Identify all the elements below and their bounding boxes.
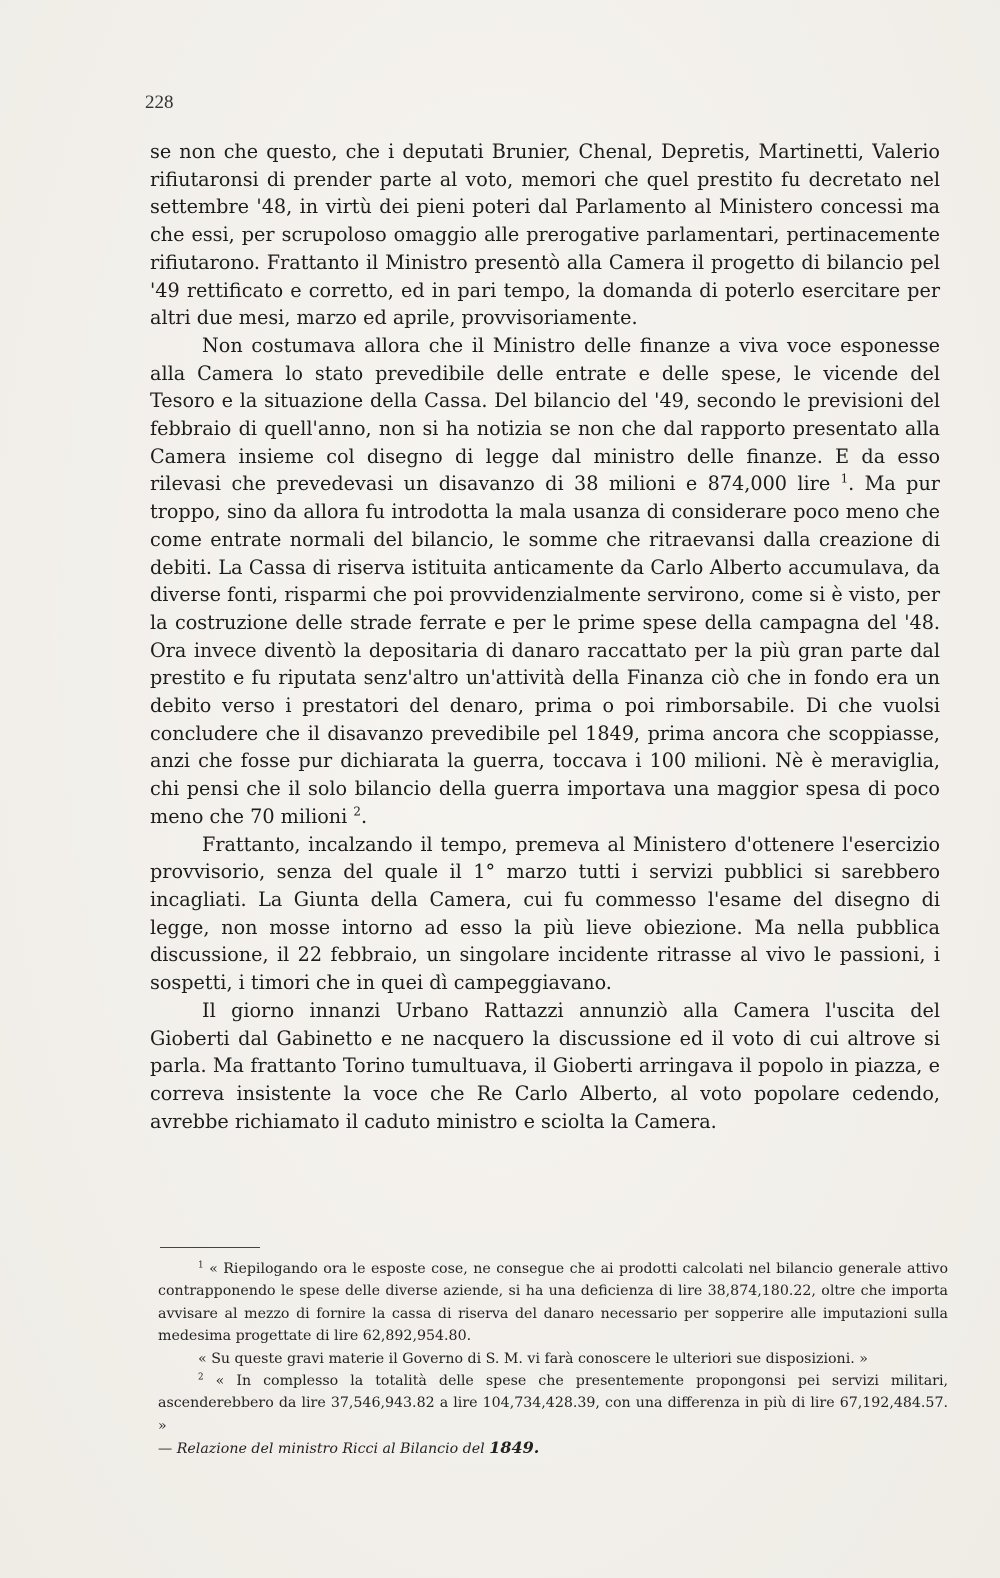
footnote-source — [158, 1437, 948, 1460]
footnote-1-text: « Riepilogando ora le esposte cose, ne consegue che ai prodotti calcolati nel bilancio generale attivo contrapponendo le spese delle diverse aziende, si ha una deficienza di lire 38,874,180.22, oltre che importa avvisare al mezzo di fornire la cassa di riserva del danaro necessario per sopperire alle imputazioni sulla medesima progettate di lire 62,892,954.80. — [158, 1261, 948, 1345]
footnote-1-cont-text: « Su queste gravi materie il Governo di S. M. vi farà conoscere le ulteriori sue disposizioni. » — [198, 1350, 868, 1367]
footnote-2-text: « In complesso la totalità delle spese che presentemente propongonsi pei servizi militari, ascenderebbero da lire 37,546,943.82 a lire 104,734,428.39, con una differenza in più di lire 67,192,484.57. » — [158, 1373, 948, 1434]
source-year: 1849. — [489, 1438, 540, 1458]
footnote-1 — [158, 1258, 948, 1348]
paragraph-2 — [150, 332, 940, 831]
paragraph-4 — [150, 997, 940, 1136]
main-text — [150, 138, 940, 1135]
paragraph-1 — [150, 138, 940, 332]
footnote-ref-2[interactable]: 2 — [353, 804, 361, 819]
paragraph-3 — [150, 831, 940, 997]
footnote-divider — [160, 1247, 260, 1248]
footnote-marker-2: 2 — [198, 1372, 204, 1383]
footnote-marker-1: 1 — [198, 1260, 204, 1271]
page-number: 228 — [145, 92, 174, 113]
text-segment: se non che questo, che i deputati Brunier, Chenal, Depretis, Martinetti, Valerio rifiutaronsi di prender parte al voto, memori che quel prestito fu decretato nel settembre '48, in virtù dei pieni poteri dal Parlamento al Ministero concessi ma che essi, per scrupoloso omaggio alle prerogative parlamentari, pertinacemente rifiutarono. Frattanto il Ministro presentò alla Camera il progetto di bilancio pel '49 rettificato e corretto, ed in pari tempo, la domanda di poterlo esercitare per altri due mesi, marzo ed aprile, provvisoriamente. — [150, 140, 940, 330]
footnote-1-continuation — [158, 1348, 948, 1370]
text-segment: Frattanto, incalzando il tempo, premeva al Ministero d'ottenere l'esercizio provvisorio, senza del quale il 1° marzo tutti i servizi pubblici si sarebbero incagliati. La Giunta della Camera, cui fu commesso l'esame del disegno di legge, non mosse intorno ad esso la più lieve obiezione. Ma nella pubblica discussione, il 22 febbraio, un singolare incidente ritrasse al vivo le passioni, i sospetti, i timori che in quei dì campeggiavano. — [150, 832, 940, 995]
footnote-2 — [158, 1370, 948, 1437]
text-segment: Il giorno innanzi Urbano Rattazzi annunziò alla Camera l'uscita del Gioberti dal Gabinetto e ne nacquero la discussione ed il voto di cui altrove si parla. Ma frattanto Torino tumultuava, il Gioberti arringava il popolo in piazza, e correva insistente la voce che Re Carlo Alberto, al voto popolare cedendo, avrebbe richiamato il caduto ministro e sciolta la Camera. — [150, 998, 940, 1133]
footnotes — [158, 1258, 948, 1461]
source-citation: — Relazione del ministro Ricci al Bilancio del — [158, 1441, 485, 1458]
footnote-ref-1[interactable]: 1 — [840, 472, 849, 487]
text-segment: Non costumava allora che il Ministro delle finanze a viva voce esponesse alla Camera lo stato prevedibile delle entrate e delle spese, le vicende del Tesoro e la situazione della Cassa. Del bilancio del '49, secondo le previsioni del febbraio di quell'anno, non si ha notizia se non che dal rapporto presentato alla Camera insieme col disegno di legge dal ministro delle finanze. E da esso rilevasi che prevedevasi un disavanzo di 38 milioni e 874,000 lire — [150, 333, 940, 496]
text-segment: . — [360, 804, 368, 828]
text-segment: . Ma pur troppo, sino da allora fu introdotta la mala usanza di considerare poco meno che come entrate normali del bilancio, le somme che ritraevansi dalla creazione di debiti. La Cassa di riserva istituita anticamente da Carlo Alberto accumulava, da diverse fonti, risparmi che poi provvidenzialmente servirono, come si è visto, per la costruzione delle strade ferrate e per le prime spese della campagna del '48. Ora invece diventò la depositaria di danaro raccattato per la più gran parte dal prestito e fu riputata senz'altro un'attività della Finanza ciò che in fondo era un debito verso i prestatori del denaro, prima o poi rimborsabile. Di che vuolsi concludere che il disavanzo prevedibile pel 1849, prima ancora che scoppiasse, anzi che fosse pur dichiarata la guerra, toccava i 100 milioni. Nè è meraviglia, chi pensi che il solo bilancio della guerra importava una maggior spesa di poco meno che 70 milioni — [150, 472, 940, 828]
